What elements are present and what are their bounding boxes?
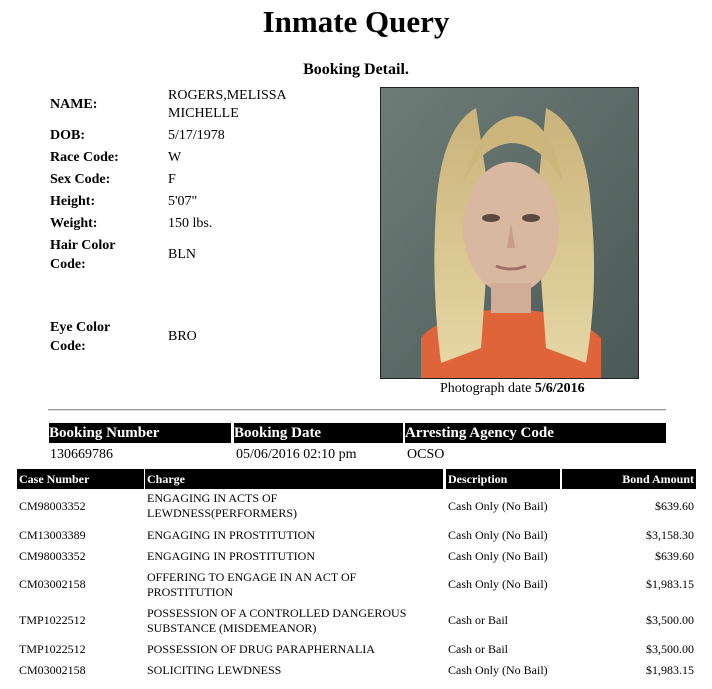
bond-amount-header: Bond Amount — [562, 469, 696, 489]
photograph-date-value: 5/6/2016 — [534, 381, 585, 396]
description-cell: Cash Only (No Bail) — [448, 549, 548, 563]
bond-amount-cell: $3,500.00 — [646, 613, 694, 627]
name-value-line1: ROGERS,MELISSA — [168, 88, 287, 103]
booking-photo — [380, 87, 639, 379]
bond-amount-cell: $3,500.00 — [646, 642, 694, 656]
height-value: 5'07" — [168, 194, 198, 209]
weight-label: Weight: — [50, 216, 98, 231]
eye-label-line2: Code: — [50, 339, 86, 354]
photograph-date-label: Photograph date — [440, 381, 532, 396]
hair-value: BLN — [168, 247, 196, 262]
description-cell: Cash Only (No Bail) — [448, 499, 548, 513]
divider — [48, 409, 666, 411]
description-cell: Cash Only (No Bail) — [448, 528, 548, 542]
hair-label-line1: Hair Color — [50, 238, 116, 253]
photograph-date — [440, 381, 585, 397]
charge-cell-line2: LEWDNESS(PERFORMERS) — [147, 506, 298, 520]
bond-amount-cell: $639.60 — [655, 549, 694, 563]
bond-amount-cell: $1,983.15 — [646, 577, 694, 591]
arresting-agency-header: Arresting Agency Code — [405, 423, 666, 443]
case-number-cell: CM98003352 — [19, 499, 86, 513]
booking-number-value: 130669786 — [50, 447, 113, 462]
charge-header: Charge — [145, 469, 443, 489]
description-cell: Cash Only (No Bail) — [448, 577, 548, 591]
name-value-line2: MICHELLE — [168, 106, 239, 121]
booking-date-header: Booking Date — [234, 423, 403, 443]
charge-cell-line1: POSSESSION OF A CONTROLLED DANGEROUS — [147, 606, 407, 620]
case-number-header: Case Number — [17, 469, 144, 489]
description-header: Description — [446, 469, 560, 489]
bond-amount-cell: $1,983.15 — [646, 663, 694, 677]
case-number-cell: CM98003352 — [19, 549, 86, 563]
eye-value: BRO — [168, 329, 197, 344]
arresting-agency-value: OCSO — [407, 447, 445, 462]
charge-cell-line1: POSSESSION OF DRUG PARAPHERNALIA — [147, 642, 375, 656]
case-number-cell: TMP1022512 — [19, 642, 86, 656]
description-cell: Cash or Bail — [448, 642, 508, 656]
sex-value: F — [168, 172, 176, 187]
charge-cell-line2: SUBSTANCE (MISDEMEANOR) — [147, 621, 317, 635]
height-label: Height: — [50, 194, 96, 209]
charge-cell-line1: ENGAGING IN PROSTITUTION — [147, 528, 315, 542]
bond-amount-cell: $3,158.30 — [646, 528, 694, 542]
case-number-cell: CM03002158 — [19, 663, 86, 677]
charge-cell-line1: ENGAGING IN ACTS OF — [147, 491, 278, 505]
charge-cell-line1: ENGAGING IN PROSTITUTION — [147, 549, 315, 563]
page-subtitle: Booking Detail. — [303, 61, 409, 78]
eye-label-line1: Eye Color — [50, 320, 111, 335]
page-title: Inmate Query — [262, 4, 450, 39]
charge-cell-line2: PROSTITUTION — [147, 585, 233, 599]
dob-value: 5/17/1978 — [168, 128, 225, 143]
charge-cell-line1: SOLICITING LEWDNESS — [147, 663, 282, 677]
bond-amount-cell: $639.60 — [655, 499, 694, 513]
race-label: Race Code: — [50, 150, 119, 165]
dob-label: DOB: — [50, 128, 85, 143]
race-value: W — [168, 150, 182, 165]
weight-value: 150 lbs. — [168, 216, 213, 231]
booking-date-value: 05/06/2016 02:10 pm — [236, 447, 357, 462]
sex-label: Sex Code: — [50, 172, 111, 187]
case-number-cell: CM03002158 — [19, 577, 86, 591]
hair-label-line2: Code: — [50, 257, 86, 272]
name-label: NAME: — [50, 97, 98, 112]
description-cell: Cash or Bail — [448, 613, 508, 627]
charge-cell-line1: OFFERING TO ENGAGE IN AN ACT OF — [147, 570, 357, 584]
case-number-cell: CM13003389 — [19, 528, 86, 542]
case-number-cell: TMP1022512 — [19, 613, 86, 627]
booking-number-header: Booking Number — [49, 423, 231, 443]
description-cell: Cash Only (No Bail) — [448, 663, 548, 677]
